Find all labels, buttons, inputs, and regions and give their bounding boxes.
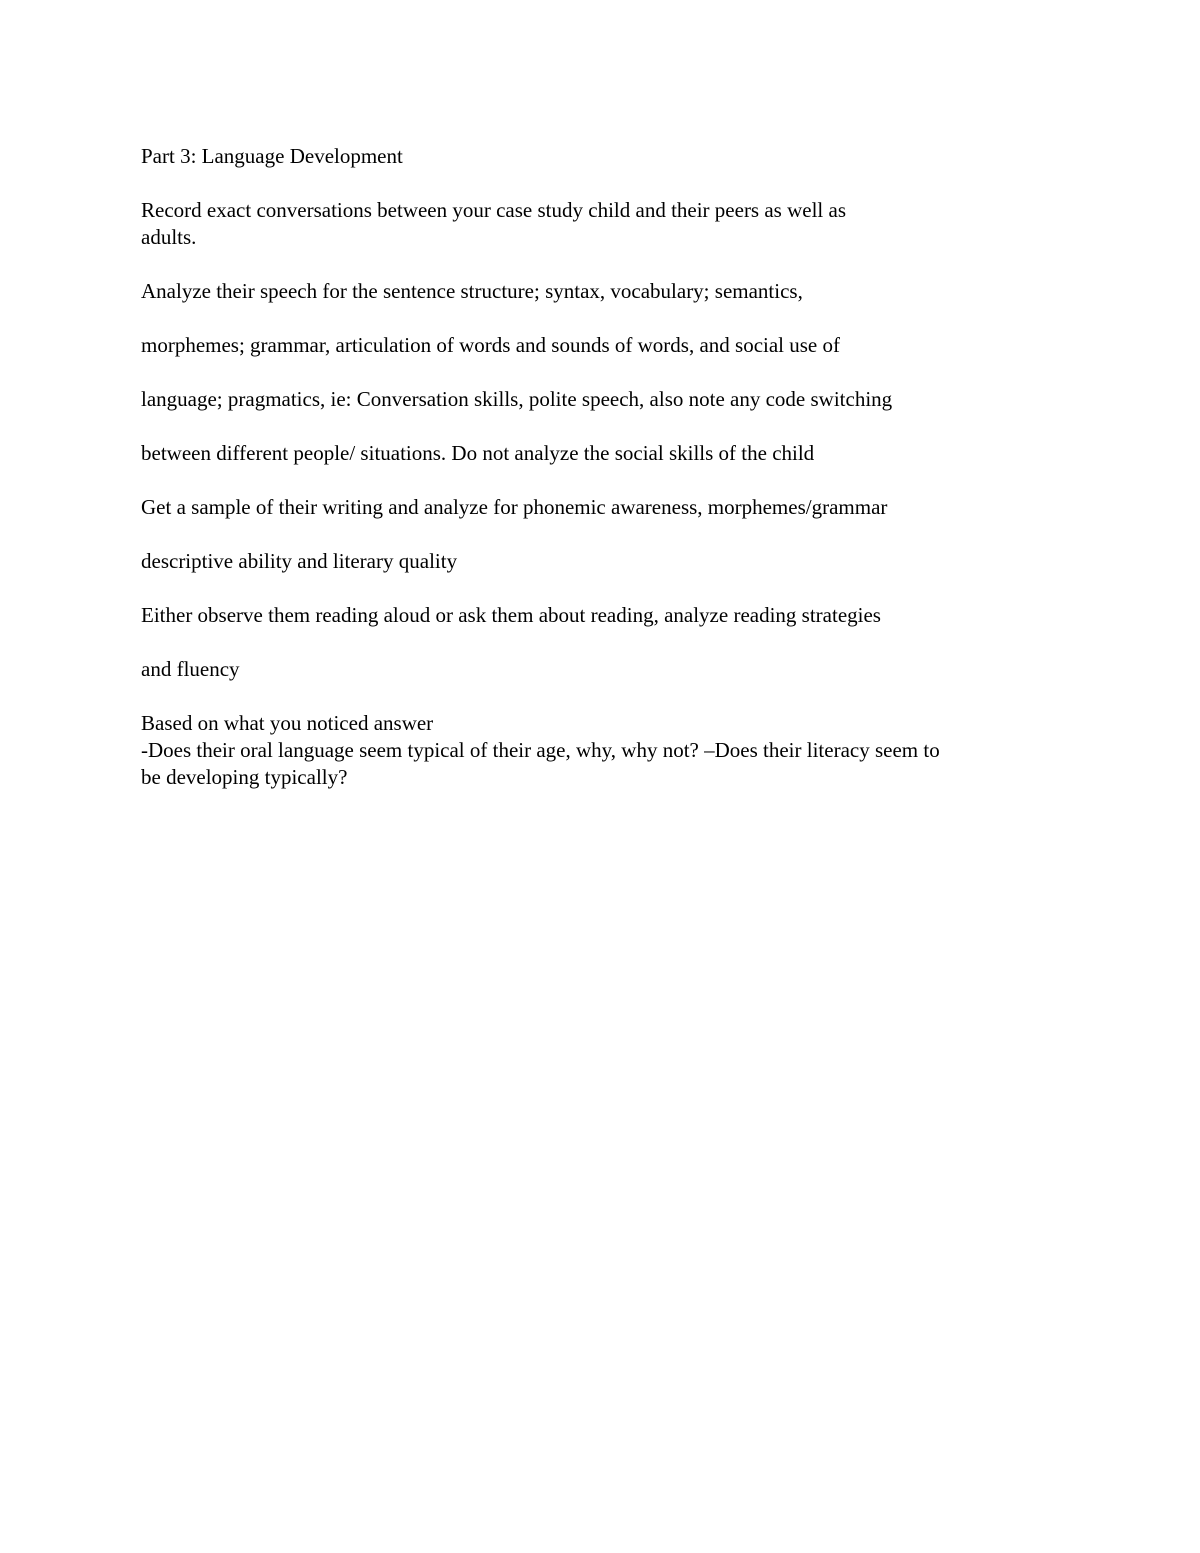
paragraph-line: Record exact conversations between your case study child and their peers as well as: [141, 198, 846, 222]
question-line: -Does their oral language seem typical of their age, why, why not? –Does their literacy seem to: [141, 738, 940, 762]
paragraph-line: language; pragmatics, ie: Conversation skills, polite speech, also note any code switching: [141, 387, 893, 411]
paragraph-line: and fluency: [141, 657, 240, 681]
question-line: be developing typically?: [141, 765, 348, 789]
paragraph-line: between different people/ situations. Do not analyze the social skills of the child: [141, 441, 815, 465]
paragraph-line: Get a sample of their writing and analyze for phonemic awareness, morphemes/grammar: [141, 495, 888, 519]
paragraph-line: Analyze their speech for the sentence structure; syntax, vocabulary; semantics,: [141, 279, 803, 303]
paragraph-line: adults.: [141, 225, 197, 249]
heading-part-3: Part 3: Language Development: [141, 144, 403, 168]
paragraph-line: Either observe them reading aloud or ask them about reading, analyze reading strategies: [141, 603, 881, 627]
paragraph-line: morphemes; grammar, articulation of words and sounds of words, and social use of: [141, 333, 840, 357]
paragraph-line: Based on what you noticed answer: [141, 711, 434, 735]
paragraph-line: descriptive ability and literary quality: [141, 549, 458, 573]
